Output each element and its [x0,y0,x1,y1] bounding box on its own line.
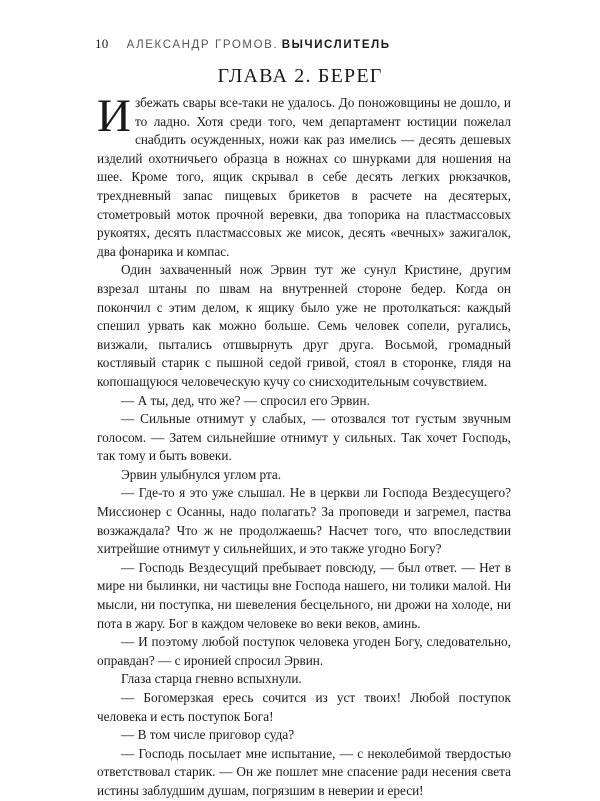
paragraph-text: збежать свары все-таки не удалось. До поножовщины не дошло, и то ладно. Хотя среди того, чем департамент юстиции пожелал снабдить осужденных, ножи как раз имелись — десять дешевых изделий охотничьего образца в ножнах со шнурками для ношения на шее. Кроме того, ящик скрывал в себе десять легких рюкзачков, трехдневный запас пищевых брикетов в расчете на десятерых, стометровый моток прочной веревки, два топорика на пластмассовых рукоятях, десять пластмассовых же мисок, десять «вечных» зажигалок, два фонарика и компас. [97,95,511,259]
paragraph [97,90,511,261]
paragraph: Один захваченный нож Эрвин тут же сунул Кристине, другим взрезал штаны по швам на внутренней стороне бедер. Когда он покончил с этим делом, к ящику было уже не протолкаться: каждый спешил урвать как можно больше. Семь человек сопели, ругались, визжали, пытались отшвырнуть друг друга. Восьмой, громадный костлявый старик с пышной седой гривой, стоял в сторонке, глядя на копошащуюся человеческую кучу со снисходительным сочувствием. [97,262,511,389]
running-head [95,36,391,52]
paragraph: — Господь посылает мне испытание, — с неколебимой твердостью ответствовал старик. — Он же пошлет мне спасение ради несения света истины заблудшим душам, погрязшим в неверии и ереси! [97,745,511,798]
running-head-author: АЛЕКСАНДР ГРОМОВ. [126,39,279,51]
body-text [97,90,511,801]
running-head-book-title: ВЫЧИСЛИТЕЛЬ [281,39,391,51]
paragraph: — А ты, дед, что же? — спросил его Эрвин. [121,392,370,408]
paragraph: — В том числе приговор суда? [121,727,295,743]
page-number: 10 [95,36,109,51]
paragraph: — И поэтому любой поступок человека угоден Богу, следовательно, оправдан? — с иронией спросил Эрвин. [97,634,511,668]
paragraph: Эрвин улыбнулся углом рта. [121,466,282,482]
drop-cap: И [97,90,131,142]
paragraph: — Сильные отнимут у слабых, — отозвался тот густым звучным голосом. — Затем сильнейшие отнимут у сильных. Так хочет Господь, так тому и быть вовеки. [97,411,511,464]
paragraph: Глаза старца гневно вспыхнули. [121,671,302,687]
paragraph: — Господь Вездесущий пребывает повсюду, — был ответ. — Нет в мире ни былинки, ни частицы вне Господа нашего, ни толики малой. Ни мысли, ни поступка, ни шевеления бесцельного, ни дрожи на холоде, ни пота в жару. Бог в каждом человеке во веки веков, аминь. [97,559,511,631]
chapter-title: ГЛАВА 2. БЕРЕГ [217,65,383,87]
paragraph: — Богомерзкая ересь сочится из уст твоих! Любой поступок человека и есть поступок Бога! [97,690,511,724]
paragraph: — Где-то я это уже слышал. Не в церкви ли Господа Вездесущего? Миссионер с Осанны, надо полагать? За проповеди и загремел, паства возжаждала? Что ж не продолжаешь? Насчет того, что впоследствии хитрейшие отнимут у сильнейших, и это также угодно Богу? [97,485,511,557]
